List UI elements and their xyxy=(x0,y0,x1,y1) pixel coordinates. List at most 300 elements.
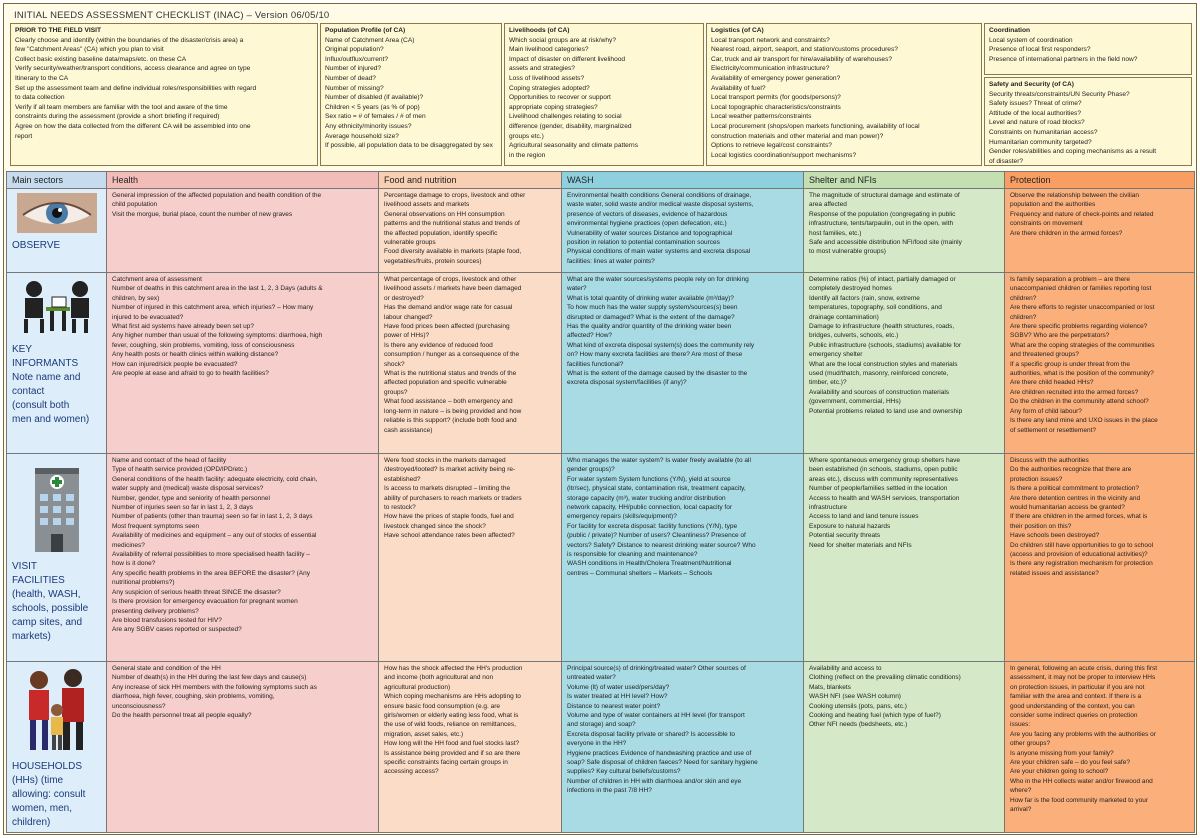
text-line: Distance to nearest water point? xyxy=(567,702,661,710)
text-line: Exposure to natural hazards xyxy=(809,522,891,530)
livelihoods-heading: Livelihoods (of CA) xyxy=(509,27,570,34)
text-line: excreta disposal system/facilities (if any)? xyxy=(567,379,687,387)
text-line: Number of people/families settled in the location xyxy=(809,485,948,493)
text-line: How long will the HH food and fuel stocks last? xyxy=(384,740,520,748)
shelter-cell xyxy=(804,273,1005,454)
prior-box xyxy=(10,23,318,166)
text-line: Volume (lt) of water used/pers/day? xyxy=(567,683,670,691)
text-line: Constraints on humanitarian access? xyxy=(989,128,1098,136)
text-line: livelihood assets and markets xyxy=(384,201,470,209)
text-line: waste water, solid waste and/or medical waste disposal systems, xyxy=(567,201,754,209)
text-line: SGBV? Who are the perpetrators? xyxy=(1010,332,1110,340)
text-line: patterns and the nutritional status and trends of xyxy=(384,220,520,228)
text-line: Agricultural seasonality and climate patterns xyxy=(509,142,639,150)
text-line: their position on this? xyxy=(1010,522,1072,530)
text-line: Food diversity available in markets (staple food, xyxy=(384,248,522,256)
text-line: Type of health service provided (OPD/IPD/etc.) xyxy=(112,466,248,474)
text-line: Are any SGBV cases reported or suspected? xyxy=(112,626,242,634)
text-line: (consult both xyxy=(12,400,70,411)
text-line: markets) xyxy=(12,631,51,642)
col-header-protection: Protection xyxy=(1005,172,1195,189)
text-line: how is it done? xyxy=(112,560,156,568)
checklist-sheet xyxy=(3,3,1197,835)
text-line: Influx/outflux/current? xyxy=(325,55,389,63)
text-line: gender groups)? xyxy=(567,466,615,474)
safety-lines xyxy=(989,90,1187,166)
text-line: Have school attendance rates been affected? xyxy=(384,532,515,540)
text-line: Discuss with the authorities xyxy=(1010,457,1089,464)
text-line: construction materials and other material and man power)? xyxy=(711,132,884,140)
text-line: report xyxy=(15,132,33,140)
coordination-lines xyxy=(989,36,1187,65)
text-line: What are the coping strategies of the communities xyxy=(1010,341,1155,349)
safety-heading: Safety and Security (of CA) xyxy=(989,81,1075,88)
text-line: other groups? xyxy=(1010,740,1051,748)
text-line: Number of dead? xyxy=(325,74,376,82)
text-line: Identify all factors (rain, snow, extreme xyxy=(809,294,920,302)
health-cell xyxy=(107,454,379,662)
text-line: If there are children in the armed forces, what is xyxy=(1010,513,1148,521)
text-line: allowing: consult xyxy=(12,789,86,800)
text-line: Number of injured? xyxy=(325,65,382,73)
text-line: Name and contact of the head of facility xyxy=(112,457,227,464)
col-header-shelter: Shelter and NFIs xyxy=(804,172,1005,189)
coordination-heading: Coordination xyxy=(989,27,1031,34)
text-line: children) xyxy=(12,817,51,828)
text-line: everyone in the HH? xyxy=(567,740,627,748)
text-line: cash assistance) xyxy=(384,426,433,434)
text-line: Potential security threats xyxy=(809,532,881,540)
text-line: Were food stocks in the markets damaged xyxy=(384,457,506,464)
text-line: (ltr/sec), physical state, contamination risk, treatment capacity, xyxy=(567,485,746,493)
text-line: Opportunities to recover or support xyxy=(509,94,611,102)
text-line: and threatened groups? xyxy=(1010,351,1080,359)
text-line: constraints during the assessment (provide a short briefing if required) xyxy=(15,113,220,121)
text-line: VISIT xyxy=(12,561,38,572)
text-line: How have the prices of staple foods, fuel and xyxy=(384,513,514,521)
prior-heading: PRIOR TO THE FIELD VISIT xyxy=(15,27,101,34)
text-line: established? xyxy=(384,475,421,483)
text-line: Set up the assessment team and define individual roles/responsibilities with regard xyxy=(15,84,257,92)
text-line: used (mud/thatch, masonry, reinforced concrete, xyxy=(809,370,949,378)
text-line: Clearly choose and identify (within the boundaries of the disaster/crisis area) a xyxy=(15,36,244,44)
text-line: Determine ratios (%) of intact, partially damaged or xyxy=(809,276,956,283)
health-cell xyxy=(107,662,379,833)
text-line: If possible, all population data to be disaggregated by sex xyxy=(325,142,493,150)
page-title: INITIAL NEEDS ASSESSMENT CHECKLIST (INAC) – Version 06/05/10 xyxy=(14,10,330,21)
text-line: familiar with the area and context. If there is a xyxy=(1010,693,1142,701)
text-line: How has the shock affected the HH's production xyxy=(384,665,523,672)
text-line: Observe the relationship between the civilian xyxy=(1010,192,1139,199)
text-line: Are there detention centres in the vicinity and xyxy=(1010,494,1141,502)
text-line: Are there children in the armed forces? xyxy=(1010,229,1123,237)
text-line: Availability and sources of construction materials xyxy=(809,388,950,396)
text-line: arrival? xyxy=(1010,806,1032,814)
text-line: Are people at ease and afraid to go to health facilities? xyxy=(112,370,269,378)
text-line: WASH NFI (see WASH column) xyxy=(809,693,901,701)
text-line: To how much has the water supply system/sources(s) been xyxy=(567,304,738,312)
text-line: The magnitude of structural damage and estimate of xyxy=(809,192,960,199)
text-line: Nearest road, airport, seaport, and station/customs procedures? xyxy=(711,46,898,54)
hospital-building-icon xyxy=(27,458,87,554)
text-line: Options to retrieve legal/cost constraints? xyxy=(711,142,832,150)
text-line: Local procurement (shops/open markets functioning, availability of local xyxy=(711,122,920,130)
text-line: Name of Catchment Area (CA) xyxy=(325,36,415,44)
text-line: In general, following an acute crisis, during this first xyxy=(1010,665,1158,672)
text-line: consumption / hunger as a consequence of the xyxy=(384,351,520,359)
food-cell xyxy=(379,273,562,454)
text-line: General state and condition of the HH xyxy=(112,665,221,672)
text-line: Has the demand and/or wage rate for casual xyxy=(384,304,513,312)
text-line: Which coping mechanisms are HHs adopting to xyxy=(384,693,521,701)
text-line: Verify if all team members are familiar with the tool and aware of the time xyxy=(15,103,228,111)
safety-box xyxy=(984,77,1192,166)
text-line: Any ethnicity/minority issues? xyxy=(325,122,412,130)
text-line: Visit the morgue, burial place, count the number of new graves xyxy=(112,210,293,218)
text-line: network capacity, HH/public connection, local capacity for xyxy=(567,504,732,512)
row-label-cell xyxy=(7,273,107,454)
text-line: General impression of the affected population and health condition of the xyxy=(112,192,322,199)
col-header-health: Health xyxy=(107,172,379,189)
text-line: accessing access? xyxy=(384,768,439,776)
text-line: of settlement or resettlement? xyxy=(1010,426,1096,434)
text-line: Are you facing any problems with the authorities or xyxy=(1010,730,1156,738)
text-line: (health, WASH, xyxy=(12,589,81,600)
text-line: children, by sex) xyxy=(112,294,160,302)
text-line: water? xyxy=(567,285,587,293)
text-line: the affected population, identify specific xyxy=(384,229,498,237)
text-line: Are there specific problems regarding violence? xyxy=(1010,323,1148,331)
text-line: position in relation to potential contamination sources xyxy=(567,239,720,247)
text-line: Any health posts or health clinics within walking distance? xyxy=(112,351,279,359)
text-line: Cooking and heating fuel (which type of fuel?) xyxy=(809,712,941,720)
text-line: Car, truck and air transport for hire/availability of warehouses? xyxy=(711,55,893,63)
food-cell xyxy=(379,189,562,273)
text-line: Impact of disaster on different livelihood xyxy=(509,55,626,63)
text-line: bridges, culverts, schools, etc.) xyxy=(809,332,899,340)
text-line: Catchment area of assessment xyxy=(112,276,202,283)
text-line: Any suspicion of serious health threat SINCE the disaster? xyxy=(112,588,281,596)
text-line: Availability of referral possibilities to more specialised health facility – xyxy=(112,551,310,559)
text-line: Local weather patterns/constraints xyxy=(711,113,812,121)
logistics-lines xyxy=(711,36,977,161)
text-line: What food assistance – both emergency and xyxy=(384,398,513,406)
text-line: Do the authorities recognize that there are xyxy=(1010,466,1132,474)
text-line: What is total quantity of drinking water available (m³/day)? xyxy=(567,294,734,302)
wash-cell xyxy=(562,454,804,662)
text-line: temperatures, topography, soil conditions, and xyxy=(809,304,942,312)
shelter-cell xyxy=(804,454,1005,662)
text-line: emergency shelter xyxy=(809,351,863,359)
text-line: Any increase of sick HH members with the following symptoms such as xyxy=(112,683,317,691)
text-line: centres – Communal shelters – Markets – Schools xyxy=(567,569,713,577)
text-line: water supply and (medical) waste disposal services? xyxy=(112,485,264,493)
text-line: Humanitarian community targeted? xyxy=(989,138,1092,146)
text-line: (public / private)? Number of users? Cleanliness? Presence of xyxy=(567,532,746,540)
text-line: (HHs) (time xyxy=(12,775,64,786)
text-line: Availability of medicines and equipment – any out of stocks of essential xyxy=(112,532,317,540)
table-row xyxy=(7,662,1195,833)
text-line: HOUSEHOLDS xyxy=(12,761,83,772)
population-heading: Population Profile (of CA) xyxy=(325,27,406,34)
text-line: What are the water sources/systems people rely on for drinking xyxy=(567,276,749,283)
text-line: Agree on how the data collected from the different CA will be assembled into one xyxy=(15,122,251,130)
text-line: Local system of coordination xyxy=(989,36,1073,44)
health-cell xyxy=(107,273,379,454)
text-line: Who in the HH collects water and/or firewood and xyxy=(1010,777,1153,785)
text-line: Coping strategies adopted? xyxy=(509,84,590,92)
text-line: Is there any land mine and UXO issues in the place xyxy=(1010,417,1158,425)
text-line: Sex ratio = # of females / # of men xyxy=(325,113,426,121)
text-line: host families, etc.) xyxy=(809,229,862,237)
text-line: soap? Safe disposal of children faeces? Need for sanitary hygiene xyxy=(567,759,758,767)
text-line: the use of wild foods, reliance on remittances, xyxy=(384,721,516,729)
population-box xyxy=(320,23,502,166)
text-line: Is there any evidence of reduced food xyxy=(384,341,493,349)
text-line: How can injured/sick people be evacuated? xyxy=(112,360,238,368)
text-line: Number of death(s) in the HH during the last few days and cause(s) xyxy=(112,674,307,682)
text-line: Most frequent symptoms seen xyxy=(112,522,200,530)
text-line: completely destroyed homes xyxy=(809,285,892,293)
protection-cell xyxy=(1005,189,1195,273)
health-cell xyxy=(107,189,379,273)
food-cell xyxy=(379,662,562,833)
shelter-cell xyxy=(804,189,1005,273)
text-line: drainage contamination) xyxy=(809,313,879,321)
food-cell xyxy=(379,454,562,662)
text-line: medicines? xyxy=(112,541,145,549)
text-line: Availability of emergency power generation? xyxy=(711,74,841,82)
shelter-cell xyxy=(804,662,1005,833)
text-line: If a specific group is under threat from the xyxy=(1010,360,1130,368)
text-line: to data collection xyxy=(15,94,65,102)
text-line: where? xyxy=(1010,787,1032,795)
text-line: Main livelihood categories? xyxy=(509,46,589,54)
text-line: What kind of excreta disposal system(s) does the community rely xyxy=(567,341,755,349)
text-line: How far is the food community marketed to your xyxy=(1010,796,1149,804)
text-line: unaccompanied children or families reporting lost xyxy=(1010,285,1152,293)
text-line: ensure basic food consumption (e.g. are xyxy=(384,702,500,710)
text-line: Have schools been destroyed? xyxy=(1010,532,1100,540)
text-line: Vulnerability of water sources Distance and topographical xyxy=(567,229,733,237)
text-line: labour changed? xyxy=(384,313,433,321)
text-line: Has the quality and/or quantity of the drinking water been xyxy=(567,323,732,331)
text-line: Clothing (reflect on the prevailing climatic conditions) xyxy=(809,674,961,682)
text-line: schools, possible xyxy=(12,603,89,614)
text-line: supplies? Key cultural beliefs/customs? xyxy=(567,768,681,776)
family-icon xyxy=(17,666,97,754)
text-line: (government, commercial, HHs) xyxy=(809,398,901,406)
text-line: facilities functional? xyxy=(567,360,624,368)
text-line: Do children still have opportunities to go to school xyxy=(1010,541,1154,549)
text-line: Availability and access to xyxy=(809,665,882,672)
population-lines xyxy=(325,36,497,151)
text-line: related issues and assistance? xyxy=(1010,569,1099,577)
text-line: vulnerable groups xyxy=(384,239,436,247)
text-line: INFORMANTS xyxy=(12,358,79,369)
text-line: Are there child headed HHs? xyxy=(1010,379,1094,387)
text-line: Collect basic existing baseline data/maps/etc. on these CA xyxy=(15,55,187,63)
text-line: in the region xyxy=(509,151,546,159)
text-line: livestock changed since the shock? xyxy=(384,522,486,530)
text-line: Number, gender, type and seniority of health personnel xyxy=(112,494,270,502)
text-line: environmental hygiene practices (open defecation, etc.) xyxy=(567,220,727,228)
text-line: consider some indirect queries on protection xyxy=(1010,712,1138,720)
logistics-heading: Logistics (of CA) xyxy=(711,27,764,34)
text-line: General conditions of the health facility: adequate electricity, cold chain, xyxy=(112,475,318,483)
text-line: OBSERVE xyxy=(12,240,61,251)
row-label-cell xyxy=(7,189,107,273)
livelihoods-lines xyxy=(509,36,699,161)
text-line: nutritional problems?) xyxy=(112,579,175,587)
text-line: reliable is this support? (include both food and xyxy=(384,417,517,425)
text-line: power of HHs)? xyxy=(384,332,430,340)
text-line: For water system System functions (Y/N), yield at source xyxy=(567,475,731,483)
text-line: Local logistics coordination/support mechanisms? xyxy=(711,151,857,159)
text-line: Number of children in HH with diarrhoea and/or skin and eye xyxy=(567,777,742,785)
text-line: Local transport network and constraints? xyxy=(711,36,830,44)
text-line: Do the health personnel treat all people equally? xyxy=(112,712,252,720)
text-line: men and women) xyxy=(12,414,90,425)
text-line: Livelihood challenges relating to social xyxy=(509,113,622,121)
text-line: Safety issues? Threat of crime? xyxy=(989,100,1082,108)
text-line: Children < 5 years (as % of pop) xyxy=(325,103,420,111)
text-line: Availability of fuel? xyxy=(711,84,766,92)
text-line: women, men, xyxy=(12,803,73,814)
text-line: is responsible for cleaning and maintenance? xyxy=(567,551,698,559)
text-line: groups etc.) xyxy=(509,132,544,140)
text-line: difference (gender, disability, marginalized xyxy=(509,122,632,130)
text-line: Cooking utensils (pots, pans, etc.) xyxy=(809,702,907,710)
text-line: Environmental health conditions General conditions of drainage, xyxy=(567,192,752,199)
text-line: What percentage of crops, livestock and other xyxy=(384,276,517,283)
col-header-food: Food and nutrition xyxy=(379,172,562,189)
row-label-cell xyxy=(7,454,107,662)
text-line: vegetables/fruits, protein sources) xyxy=(384,257,482,265)
text-line: emergency repairs (skills/equipment)? xyxy=(567,513,677,521)
text-line: groups? xyxy=(384,388,408,396)
text-line: Are your children safe – do you feel safe? xyxy=(1010,759,1130,767)
text-line: Excreta disposal facility private or shared? Is accessible to xyxy=(567,730,735,738)
text-line: and storage) and soap? xyxy=(567,721,636,729)
text-line: Are children recruited into the armed forces? xyxy=(1010,388,1139,396)
text-line: shock? xyxy=(384,360,405,368)
text-line: children? xyxy=(1010,313,1037,321)
col-header-main: Main sectors xyxy=(7,172,107,189)
logistics-box xyxy=(706,23,982,166)
text-line: Do the children in the community attend school? xyxy=(1010,398,1149,406)
text-line: contact xyxy=(12,386,45,397)
text-line: Security threats/constraints/UN Security Phase? xyxy=(989,90,1130,98)
text-line: Percentage damage to crops, livestock and other xyxy=(384,192,526,199)
text-line: Mats, blankets xyxy=(809,683,851,691)
text-line: presence of vectors of diseases, evidence of hazardous xyxy=(567,210,728,218)
eye-icon xyxy=(17,193,97,233)
text-line: Are your children going to school? xyxy=(1010,768,1109,776)
text-line: infrastructure xyxy=(809,504,847,512)
text-line: Access to land and land tenure issues xyxy=(809,513,919,521)
text-line: assessment, it may not be proper to interview HHs xyxy=(1010,674,1156,682)
text-line: Frequency and nature of check-points and related xyxy=(1010,210,1154,218)
text-line: to restock? xyxy=(384,504,416,512)
text-line: camp sites, and xyxy=(12,617,83,628)
text-line: disrupted or damaged? What is the extent of the damage? xyxy=(567,313,735,321)
protection-cell xyxy=(1005,454,1195,662)
text-line: protection issues? xyxy=(1010,475,1063,483)
text-line: Number of injured in this catchment area, which injuries? – How many xyxy=(112,304,314,312)
text-line: agricultural production) xyxy=(384,683,451,691)
text-line: fever, coughing, skin problems, vomiting, loss of consciousness xyxy=(112,341,295,349)
text-line: Are blood transfusions tested for HIV? xyxy=(112,616,222,624)
text-line: constraints on movement xyxy=(1010,220,1083,228)
text-line: Have food prices been affected (purchasing xyxy=(384,323,510,331)
text-line: WASH conditions in Health/Cholera Treatment/Nutritional xyxy=(567,560,732,568)
text-line: Is there any registration mechanism for protection xyxy=(1010,560,1153,568)
text-line: Presence of local first responders? xyxy=(989,46,1091,54)
text-line: on? How many excreta facilities are there? Are most of these xyxy=(567,351,743,359)
text-line: Local topographic characteristics/constraints xyxy=(711,103,841,111)
text-line: diarrhoea, high fever, coughing, skin problems, vomiting, xyxy=(112,693,275,701)
text-line: and income (both agricultural and non xyxy=(384,674,494,682)
text-line: Level and nature of road blocks? xyxy=(989,119,1085,127)
text-line: What is the extent of the damage caused by the disaster to the xyxy=(567,370,748,378)
text-line: What is the nutritional status and trends of the xyxy=(384,370,517,378)
text-line: Which social groups are at risk/why? xyxy=(509,36,617,44)
text-line: Physical conditions of main water systems and excreta disposal xyxy=(567,248,751,256)
text-line: Safe and accessible distribution NFI/food site (mainly xyxy=(809,239,962,247)
text-line: Is anyone missing from your family? xyxy=(1010,749,1114,757)
text-line: Who manages the water system? Is water freely available (to all xyxy=(567,457,751,464)
text-line: Other NFI needs (bedsheets, etc.) xyxy=(809,721,908,729)
text-line: Loss of livelihood assets? xyxy=(509,74,585,82)
text-line: /destroyed/looted? Is market activity being re- xyxy=(384,466,516,474)
table-header-row xyxy=(7,172,1195,189)
text-line: or destroyed? xyxy=(384,294,424,302)
text-line: KEY xyxy=(12,344,33,355)
text-line: assets and strategies? xyxy=(509,65,575,73)
text-line: Gender roles/abilities and coping mechanisms as a result xyxy=(989,148,1157,156)
text-line: Any form of child labour? xyxy=(1010,407,1082,415)
text-line: would humanitarian access be granted? xyxy=(1010,504,1125,512)
text-line: Verify security/weather/transport conditions, access clearance and agree on type xyxy=(15,65,251,73)
row-label xyxy=(12,760,101,830)
text-line: been established (in schools, stadiums, open public xyxy=(809,466,958,474)
text-line: Volume and type of water containers at HH level (for transport xyxy=(567,712,745,720)
text-line: migration, asset sales, etc.) xyxy=(384,730,464,738)
text-line: Is assistance being provided and if so are there xyxy=(384,749,521,757)
text-line: Is access to markets disrupted – limiting the xyxy=(384,485,511,493)
text-line: girls/women or elderly eating less food, what is xyxy=(384,712,519,720)
text-line: long-term in nature – is being provided and how xyxy=(384,407,522,415)
informants-icon xyxy=(14,277,100,337)
text-line: Presence of international partners in the field now? xyxy=(989,55,1138,63)
text-line: Is there provision for emergency evacuation for pregnant women xyxy=(112,598,298,606)
wash-cell xyxy=(562,189,804,273)
text-line: Number of missing? xyxy=(325,84,384,92)
text-line: on protection issues, in particular if you are not xyxy=(1010,683,1145,691)
text-line: Itinerary to the CA xyxy=(15,74,69,82)
text-line: ability of purchasers to reach markets or traders xyxy=(384,494,522,502)
text-line: presenting delivery problems? xyxy=(112,607,199,615)
text-line: Any higher number than usual of the following symptoms: diarrhoea, high xyxy=(112,332,323,340)
text-line: infrastructure, tents/tarpaulin, out in the open, with xyxy=(809,220,954,228)
text-line: population and the authorities xyxy=(1010,201,1096,209)
text-line: affected? How? xyxy=(567,332,613,340)
text-line: infections in the past 7/8 HH? xyxy=(567,787,652,795)
text-line: appropriate coping strategies? xyxy=(509,103,598,111)
text-line: to most vulnerable groups) xyxy=(809,248,886,256)
text-line: children? xyxy=(1010,294,1037,302)
